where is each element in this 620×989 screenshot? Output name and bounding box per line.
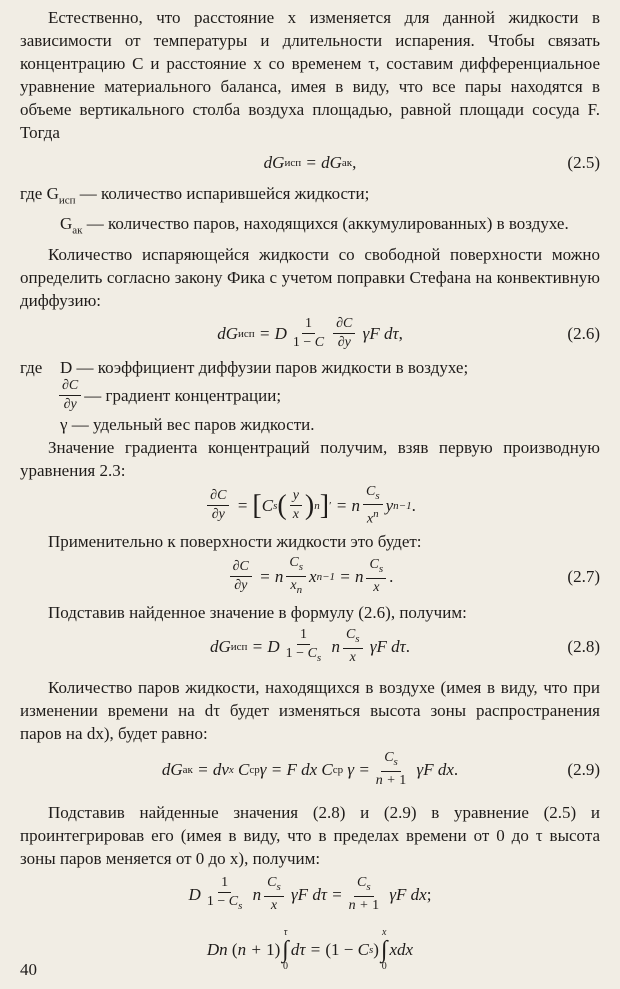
paragraph-fick: Количество испаряющейся жидкости со свободной поверхности можно определить согласно закону Фика с учетом поправки Стефана на конвективную диффузию: — [20, 244, 600, 310]
paragraph-vapors: Количество паров жидкости, находящихся в воздухе (имея в виду, что при изменении времени на dτ будет изменяться высота зоны распространения паров на dx), будет равно: — [20, 677, 600, 743]
equation-2-6: dG исп = D $\frac{1}{1 - C}$ $\frac{\partial C}{\partial y}$ γF dτ , (2.6) — [217, 316, 600, 351]
equation-balance: D $\frac{1}{1 - C_s}$ n $\frac{C_s}{x}$ γF dτ = $\frac{C_s}{n + 1}$ γF dx ; — [188, 875, 432, 914]
equation-2-8: dG исп = D $\frac{1}{1 - C_s}$ n $\frac{C_s}{x}$ γF dτ . (2.8) — [209, 627, 600, 666]
equation-number: (2.8) — [567, 636, 600, 656]
equation-2-9: dG ак = dv x C ср γ = F dx C ср γ = $\frac{C_s}{n + 1}$ γF dx . (2.9) — [161, 750, 600, 789]
equation-2-5: dG исп = dG ак , (2.5) — [263, 153, 600, 172]
equation-number: (2.9) — [567, 759, 600, 779]
page-number: 40 — [20, 960, 37, 979]
paragraph-surface: Применительно к поверхности жидкости это будет: — [48, 531, 422, 551]
equation-integral: Dn ( n + 1) τ ∫ 0 dτ = (1 − C s ) x ∫ 0 xdx — [206, 926, 414, 972]
paragraph-gradient: Значение градиента концентраций получим, взяв первую производную уравнения 2.3: — [20, 437, 600, 480]
definitions-2: где D — коэффициент диффузии паров жидкости в воздухе; $\frac{\partial C}{\partial y}$ — градиент концентрации; γ — удельный вес паров жидкости. — [20, 357, 469, 434]
text-column — [20, 6, 600, 980]
equation-2-7: $\frac{\partial C}{\partial y}$ = n $\frac{C_s}{x_n}$ x n−1 = n $\frac{C_s}{x}$ . (2.7) — [20, 553, 600, 601]
equation-number: (2.5) — [567, 153, 600, 172]
paragraph-substitute: Подставив найденное значение в формулу (2.6), получим: — [48, 602, 467, 622]
equation-number: (2.6) — [567, 323, 600, 343]
paragraph-integrate: Подставив найденные значения (2.8) и (2.9) в уравнение (2.5) и проинтегрировав его (имея в виду, что в пределах времени от 0 до τ высота зоны паров меняется от 0 до x), получим: — [20, 802, 600, 868]
equation-gradient: $\frac{\partial C}{\partial y}$ = [ C s ( $\frac{y}{x}$ ) n ] ′ = n $\frac{C_s}{x^n}$ y n−1 . — [20, 482, 600, 530]
equation-number: (2.7) — [567, 566, 600, 586]
definitions-1: где $G_{исп}$ — количество испарившейся жидкости; $G_{ак}$ — количество паров, находящихся (аккумулированных) в воздухе. — [20, 184, 569, 237]
paragraph-intro: Естественно, что расстояние x изменяется для данной жидкости в зависимости от температуры и длительности испарения. Чтобы связать концентрацию C и расстояние x со временем τ, составим дифференциальное уравнение материального баланса, имея в виду, что все пары находятся в объеме вертикального столба воздуха площадью, равной площади сосуда F. Тогда — [20, 8, 600, 142]
